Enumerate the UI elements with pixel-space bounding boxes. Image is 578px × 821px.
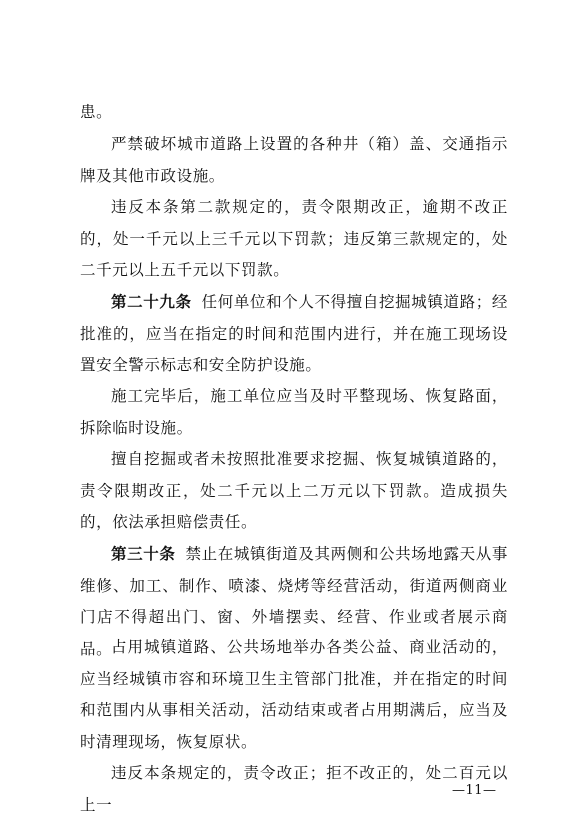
paragraph-text: 擅自挖掘或者未按照批准要求挖掘、恢复城镇道路的，责令限期改正，处二千元以上二万元以下罚款。造成损失的，依法承担赔偿责任。 xyxy=(80,450,508,531)
paragraph-penalty-clause-29 xyxy=(80,444,508,539)
paragraph-penalty-clause-30 xyxy=(80,758,508,821)
paragraph-text: 严禁破坏城市道路上设置的各种井（箱）盖、交通指示牌及其他市政设施。 xyxy=(80,135,508,185)
article-heading: 第二十九条 xyxy=(111,292,192,311)
paragraph-text: 施工完毕后，施工单位应当及时平整现场、恢复路面，拆除临时设施。 xyxy=(80,387,508,437)
paragraph-public-activities xyxy=(80,632,508,758)
page-number: —11— xyxy=(452,783,497,798)
paragraph-text: 禁止在城镇街道及其两侧和公共场地露天从事维修、加工、制作、喷漆、烧烤等经营活动，街道两侧商业门店不得超出门、窗、外墙摆卖、经营、作业或者展示商品。 xyxy=(80,545,508,658)
article-29 xyxy=(80,286,508,382)
paragraph-text: 违反本条第二款规定的，责令限期改正，逾期不改正的，处一千元以上三千元以下罚款；违反第三款规定的，处二千元以上五千元以下罚款。 xyxy=(80,198,508,279)
paragraph-continuation xyxy=(80,97,508,129)
paragraph-text: 违反本条规定的，责令改正；拒不改正的，处二百元以上一 xyxy=(80,764,508,814)
paragraph-text: 任何单位和个人不得擅自挖掘城镇道路；经批准的，应当在指定的时间和范围内进行，并在施工现场设置安全警示标志和安全防护设施。 xyxy=(80,293,508,374)
article-heading: 第三十条 xyxy=(111,544,176,563)
paragraph-penalty-clause-28 xyxy=(80,192,508,287)
paragraph-manhole-covers xyxy=(80,129,508,192)
paragraph-construction-completion xyxy=(80,381,508,444)
paragraph-text: 占用城镇道路、公共场地举办各类公益、商业活动的，应当经城镇市容和环境卫生主管部门批准，并在指定的时间和范围内从事相关活动，活动结束或者占用期满后，应当及时清理现场，恢复原状。 xyxy=(80,638,508,751)
paragraph-text: 患。 xyxy=(80,103,113,121)
